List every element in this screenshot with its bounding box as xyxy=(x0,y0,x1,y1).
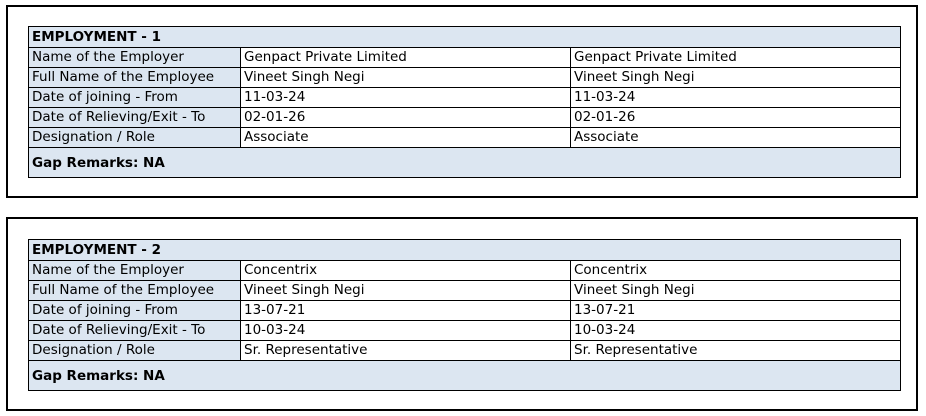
gap-remarks-row xyxy=(29,148,901,178)
employment-1-panel xyxy=(6,5,918,198)
row-label: Date of joining - From xyxy=(29,301,241,321)
table-row xyxy=(29,128,901,148)
row-value-1: 13-07-21 xyxy=(241,301,571,321)
row-label: Name of the Employer xyxy=(29,48,241,68)
row-label: Full Name of the Employee xyxy=(29,68,241,88)
row-value-2: 11-03-24 xyxy=(571,88,901,108)
gap-remarks: Gap Remarks: NA xyxy=(29,148,901,178)
row-label: Name of the Employer xyxy=(29,261,241,281)
row-value-2: Concentrix xyxy=(571,261,901,281)
row-value-1: 02-01-26 xyxy=(241,108,571,128)
gap-remarks: Gap Remarks: NA xyxy=(29,361,901,391)
row-label: Date of Relieving/Exit - To xyxy=(29,321,241,341)
row-label: Date of Relieving/Exit - To xyxy=(29,108,241,128)
row-label: Full Name of the Employee xyxy=(29,281,241,301)
employment-2-panel xyxy=(6,217,918,411)
table-row xyxy=(29,341,901,361)
row-value-1: Concentrix xyxy=(241,261,571,281)
table-row xyxy=(29,261,901,281)
row-value-1: Vineet Singh Negi xyxy=(241,68,571,88)
row-value-2: Vineet Singh Negi xyxy=(571,281,901,301)
row-value-2: Sr. Representative xyxy=(571,341,901,361)
table-header-row xyxy=(29,27,901,48)
row-label: Date of joining - From xyxy=(29,88,241,108)
table-row xyxy=(29,321,901,341)
row-label: Designation / Role xyxy=(29,128,241,148)
employment-title: EMPLOYMENT - 1 xyxy=(29,27,901,48)
table-row xyxy=(29,108,901,128)
employment-title: EMPLOYMENT - 2 xyxy=(29,240,901,261)
row-value-1: Vineet Singh Negi xyxy=(241,281,571,301)
row-value-2: Genpact Private Limited xyxy=(571,48,901,68)
row-value-2: 10-03-24 xyxy=(571,321,901,341)
employment-2-table xyxy=(28,239,901,391)
row-value-1: Genpact Private Limited xyxy=(241,48,571,68)
row-value-1: 11-03-24 xyxy=(241,88,571,108)
table-row xyxy=(29,68,901,88)
row-value-1: Associate xyxy=(241,128,571,148)
employment-1-table xyxy=(28,26,901,178)
table-row xyxy=(29,281,901,301)
row-label: Designation / Role xyxy=(29,341,241,361)
gap-remarks-row xyxy=(29,361,901,391)
table-row xyxy=(29,48,901,68)
row-value-1: 10-03-24 xyxy=(241,321,571,341)
table-row xyxy=(29,88,901,108)
row-value-2: 13-07-21 xyxy=(571,301,901,321)
row-value-2: Associate xyxy=(571,128,901,148)
table-header-row xyxy=(29,240,901,261)
row-value-1: Sr. Representative xyxy=(241,341,571,361)
row-value-2: Vineet Singh Negi xyxy=(571,68,901,88)
row-value-2: 02-01-26 xyxy=(571,108,901,128)
table-row xyxy=(29,301,901,321)
